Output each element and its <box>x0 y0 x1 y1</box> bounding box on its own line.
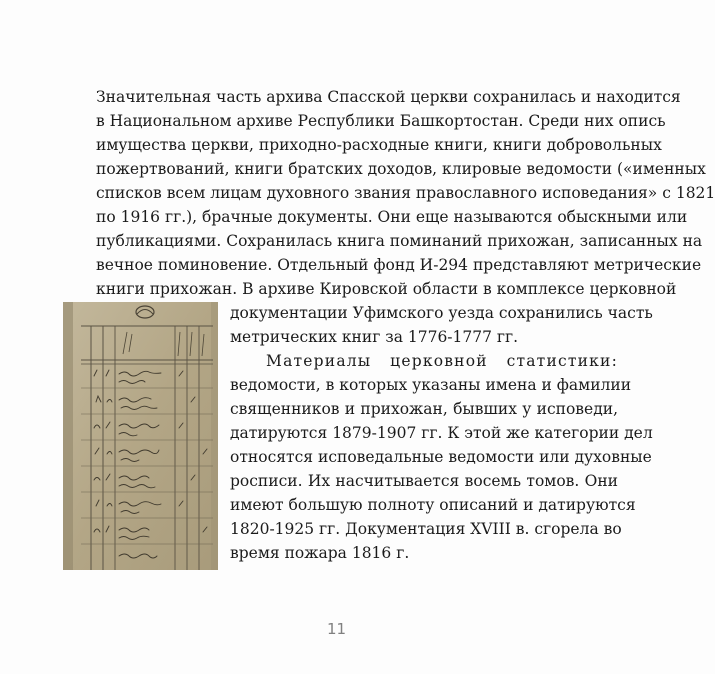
paragraph-1-line-10: документации Уфимского уезда сохранились часть <box>230 304 653 322</box>
page-number: 11 <box>326 620 347 638</box>
paragraph-1-line-4: пожертвований, книги братских доходов, клировые ведомости («именных <box>96 160 706 178</box>
paragraph-1-line-2: в Национальном архиве Республики Башкортостан. Среди них опись <box>96 112 666 130</box>
paragraph-1-line-3: имущества церкви, приходно-расходные книги, книги добровольных <box>96 136 662 154</box>
paragraph-1-line-5: списков всем лицам духовного звания православного исповедания» с 1821 <box>96 184 715 202</box>
paragraph-2-line-5: относятся исповедальные ведомости или духовные <box>230 448 652 466</box>
paragraph-2-line-6: росписи. Их насчитывается восемь томов. Они <box>230 472 618 490</box>
paragraph-2-line-1: Материалы церковной статистики: <box>266 352 618 370</box>
paragraph-1-line-8: вечное поминовение. Отдельный фонд И-294 представляют метрические <box>96 256 702 274</box>
paragraph-1-line-6: по 1916 гг.), брачные документы. Они еще называются обыскными или <box>96 208 688 226</box>
paragraph-2-line-4: датируются 1879-1907 гг. К этой же категории дел <box>230 424 653 442</box>
paragraph-2-line-9: время пожара 1816 г. <box>230 544 410 562</box>
paragraph-2-line-8: 1820-1925 гг. Документация XVIII в. сгорела во <box>230 520 622 538</box>
paragraph-2-line-7: имеют большую полноту описаний и датируются <box>230 496 636 514</box>
ledger-drawing <box>63 302 218 570</box>
paragraph-1-line-7: публикациями. Сохранилась книга поминаний прихожан, записанных на <box>96 232 703 250</box>
paragraph-2-line-2: ведомости, в которых указаны имена и фамилии <box>230 376 632 394</box>
metric-book-photo <box>63 302 218 570</box>
paragraph-1-line-1: Значительная часть архива Спасской церкви сохранилась и находится <box>96 88 681 106</box>
paragraph-1-line-11: метрических книг за 1776-1777 гг. <box>230 328 519 346</box>
paragraph-1-line-9: книги прихожан. В архиве Кировской области в комплексе церковной <box>96 280 677 298</box>
paragraph-2-line-3: священников и прихожан, бывших у исповеди, <box>230 400 618 418</box>
